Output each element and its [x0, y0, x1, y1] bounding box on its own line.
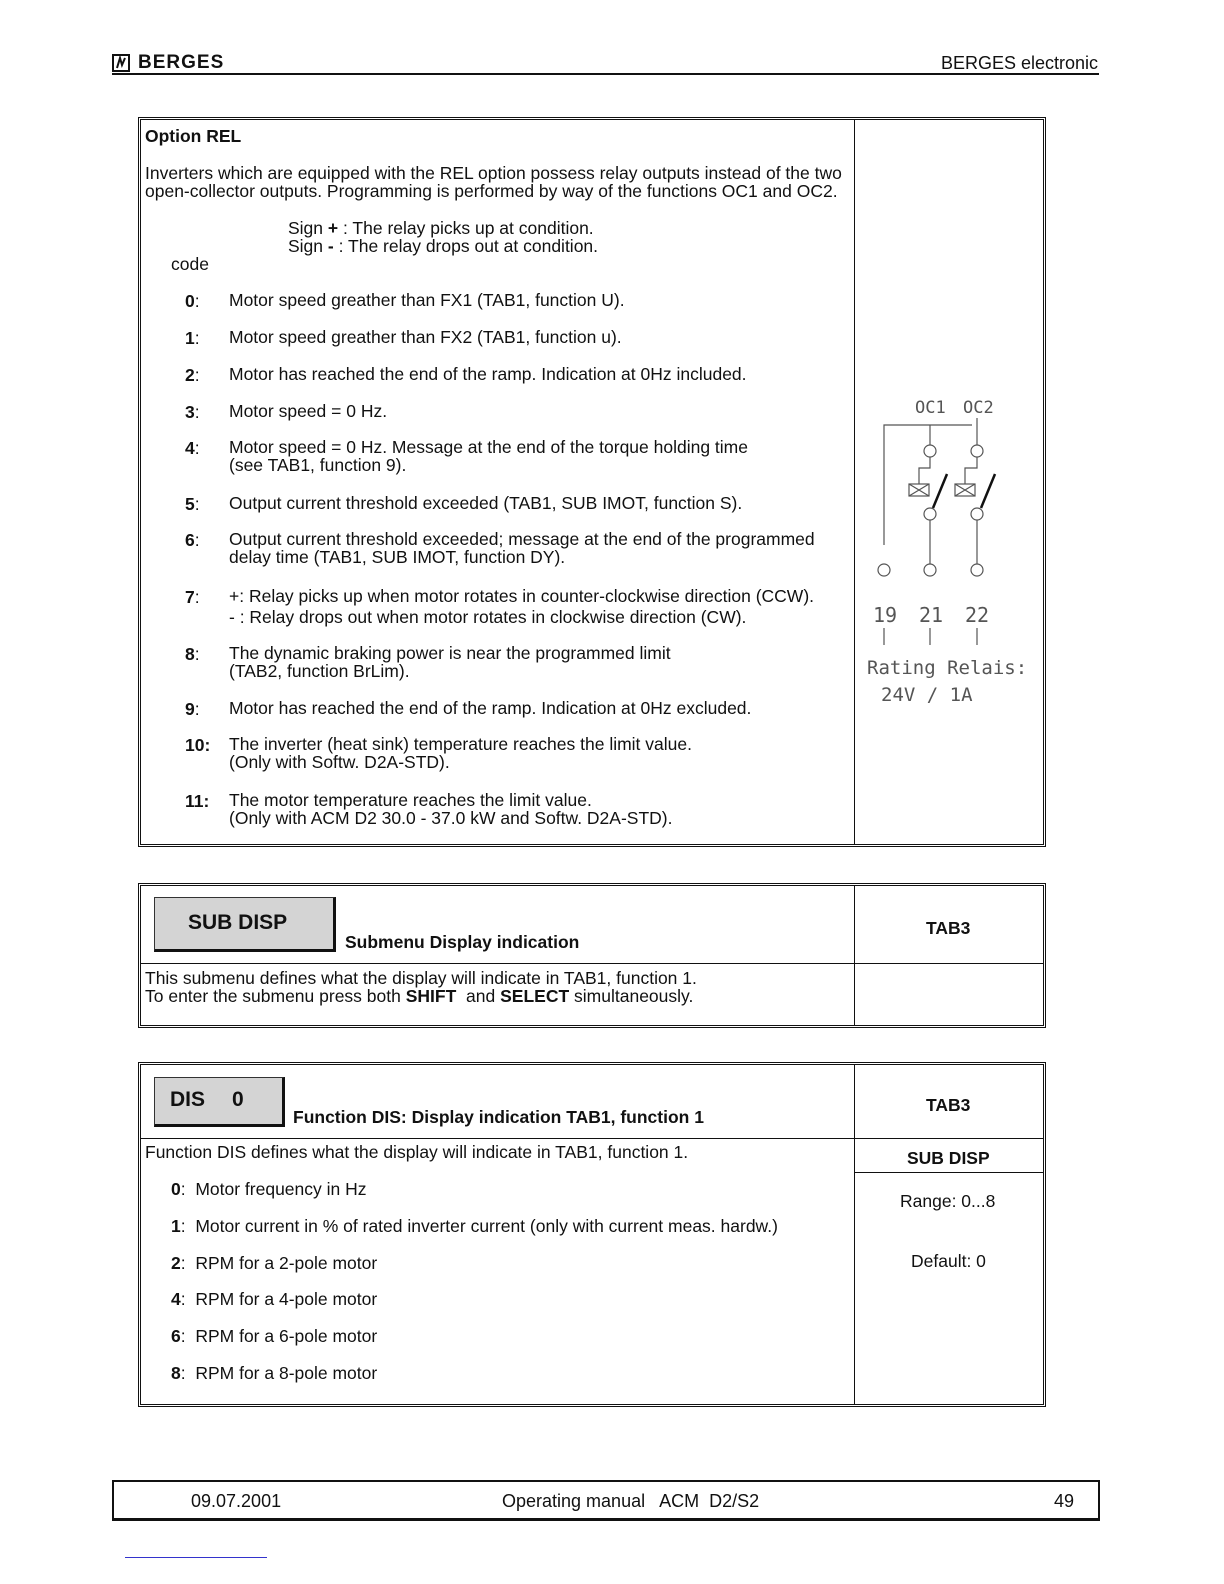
code-number: 4:: [185, 438, 200, 458]
code-number: 8:: [185, 644, 200, 664]
oc2-label: OC2: [963, 398, 994, 418]
header-divider: [112, 73, 1099, 75]
terminal-19-circle: [878, 564, 890, 576]
sub-disp-button-label: SUB DISP: [188, 911, 288, 934]
dis-button-value: 0: [232, 1088, 244, 1111]
sub-disp-line2-pre: To enter the submenu press both: [145, 986, 401, 1006]
rating-value: 24V / 1A: [881, 684, 973, 706]
sub-disp-line2-and: and: [466, 986, 496, 1006]
submenu-divider: [854, 1172, 1043, 1173]
code-description-cont: - : Relay drops out when motor rotates in clockwise direction (CW).: [229, 607, 747, 627]
code-number: 3:: [185, 402, 200, 422]
bottom-link-underline: [125, 1557, 267, 1558]
sub-disp-tab: TAB3: [926, 918, 971, 938]
option-code: 8: [171, 1363, 181, 1383]
code-number: 10:: [185, 735, 211, 755]
sub-disp-line2-post: simultaneously.: [574, 986, 694, 1006]
list-item: 6: RPM for a 6-pole motor: [171, 1326, 378, 1346]
column-divider: [854, 120, 855, 844]
option-code: 1: [171, 1216, 181, 1236]
shift-key-label: SHIFT: [405, 986, 457, 1006]
dis-tab: TAB3: [926, 1095, 971, 1115]
code-description: The motor temperature reaches the limit value.: [229, 790, 592, 810]
code-number: 11:: [185, 791, 210, 811]
sign-minus-text: : The relay drops out at condition.: [338, 236, 599, 256]
code-number: 0:: [185, 291, 200, 311]
code-description: Motor has reached the end of the ramp. Indication at 0Hz included.: [229, 364, 747, 384]
sub-disp-line2: [145, 987, 693, 1006]
option-code: 6: [171, 1326, 181, 1346]
code-description-cont: (Only with Softw. D2A-STD).: [229, 752, 450, 772]
option-text: RPM for a 6-pole motor: [195, 1326, 378, 1346]
option-text: RPM for a 8-pole motor: [195, 1363, 378, 1383]
page-number: 49: [1054, 1491, 1075, 1511]
dis-subtitle: Function DIS: Display indication TAB1, function 1: [293, 1107, 704, 1127]
sign-minus-prefix: Sign: [288, 236, 324, 256]
list-item: 4: RPM for a 4-pole motor: [171, 1289, 378, 1309]
relay-contact-2: [981, 474, 995, 508]
row-divider: [141, 963, 1043, 964]
oc1-label: OC1: [915, 398, 946, 418]
page-footer: [112, 1480, 1100, 1521]
dis-range: Range: 0...8: [900, 1191, 996, 1211]
code-description: Output current threshold exceeded (TAB1, SUB IMOT, function S).: [229, 493, 743, 513]
code-description: The dynamic braking power is near the programmed limit: [229, 643, 671, 663]
list-item: 2: RPM for a 2-pole motor: [171, 1253, 378, 1273]
code-number: 5:: [185, 494, 200, 514]
footer-title: Operating manual ACM D2/S2: [502, 1491, 760, 1511]
code-description: +: Relay picks up when motor rotates in counter-clockwise direction (CCW).: [229, 586, 815, 606]
oc2-terminal: [971, 445, 983, 457]
code-label: code: [171, 254, 209, 274]
list-item: 0: Motor frequency in Hz: [171, 1179, 367, 1199]
option-text: Motor frequency in Hz: [195, 1179, 367, 1199]
sub-disp-box: [138, 883, 1046, 1028]
list-item: 1: Motor current in % of rated inverter current (only with current meas. hardw.): [171, 1216, 778, 1236]
code-description-cont: (see TAB1, function 9).: [229, 455, 407, 475]
company-name: BERGES electronic: [940, 53, 1098, 73]
sign-minus-symbol: -: [327, 236, 334, 256]
terminal-22-circle: [971, 564, 983, 576]
code-number: 7:: [185, 587, 200, 607]
code-number: 2:: [185, 365, 200, 385]
code-description: Motor speed = 0 Hz.: [229, 401, 388, 421]
relay-diagram: [857, 390, 1042, 710]
option-rel-intro-1: Inverters which are equipped with the REL option possess relay outputs instead of the two: [145, 163, 842, 183]
sign-plus-prefix: Sign: [288, 218, 324, 238]
code-number: 9:: [185, 699, 200, 719]
sign-minus-line: [288, 237, 598, 256]
company-logo: [112, 52, 224, 74]
dis-menu-button: [154, 1077, 285, 1127]
dis-function-box: [138, 1062, 1046, 1407]
sub-disp-line1: This submenu defines what the display will indicate in TAB1, function 1.: [145, 968, 697, 988]
code-number: 6:: [185, 530, 200, 550]
column-divider: [854, 886, 855, 1025]
logo-text: BERGES: [138, 52, 225, 73]
sub-disp-subtitle: Submenu Display indication: [345, 932, 580, 952]
sign-plus-symbol: +: [327, 218, 339, 238]
terminal-19-label: 19: [873, 603, 898, 627]
code-description: Motor speed greather than FX2 (TAB1, function u).: [229, 327, 622, 347]
dis-submenu: SUB DISP: [907, 1148, 990, 1168]
option-rel-title: Option REL: [145, 126, 242, 146]
berges-logo-icon: [112, 54, 130, 72]
footer-date: 09.07.2001: [191, 1491, 282, 1511]
code-description: The inverter (heat sink) temperature reaches the limit value.: [229, 734, 692, 754]
code-description-cont: (Only with ACM D2 30.0 - 37.0 kW and Softw. D2A-STD).: [229, 808, 673, 828]
code-description: Motor speed = 0 Hz. Message at the end of the torque holding time: [229, 437, 748, 457]
option-text: RPM for a 2-pole motor: [195, 1253, 378, 1273]
row-divider: [141, 1138, 1043, 1139]
sub-disp-menu-button: [154, 897, 336, 952]
option-text: Motor current in % of rated inverter current (only with current meas. hardw.): [195, 1216, 778, 1236]
relay-contact-1: [933, 474, 947, 508]
option-code: 2: [171, 1253, 181, 1273]
sign-plus-text: : The relay picks up at condition.: [343, 218, 594, 238]
list-item: 8: RPM for a 8-pole motor: [171, 1363, 378, 1383]
dis-intro: Function DIS defines what the display will indicate in TAB1, function 1.: [145, 1142, 689, 1162]
option-rel-box: [138, 117, 1046, 847]
terminal-21-label: 21: [919, 603, 944, 627]
oc1-terminal: [924, 445, 936, 457]
terminal-22-label: 22: [965, 603, 990, 627]
select-key-label: SELECT: [500, 986, 570, 1006]
terminal-21-circle: [924, 564, 936, 576]
rating-label: Rating Relais:: [867, 657, 1028, 679]
code-description: Motor speed greather than FX1 (TAB1, function U).: [229, 290, 625, 310]
option-text: RPM for a 4-pole motor: [195, 1289, 378, 1309]
code-number: 1:: [185, 328, 200, 348]
dis-button-name: DIS: [170, 1088, 206, 1111]
code-description-cont: (TAB2, function BrLim).: [229, 661, 410, 681]
column-divider: [854, 1065, 855, 1404]
code-description: Motor has reached the end of the ramp. Indication at 0Hz excluded.: [229, 698, 752, 718]
option-code: 0: [171, 1179, 181, 1199]
dis-default: Default: 0: [911, 1251, 986, 1271]
option-rel-intro-2: open-collector outputs. Programming is performed by way of the functions OC1 and OC2.: [145, 181, 838, 201]
code-description: Output current threshold exceeded; message at the end of the programmed: [229, 529, 815, 549]
option-code: 4: [171, 1289, 181, 1309]
code-description-cont: delay time (TAB1, SUB IMOT, function DY).: [229, 547, 566, 567]
